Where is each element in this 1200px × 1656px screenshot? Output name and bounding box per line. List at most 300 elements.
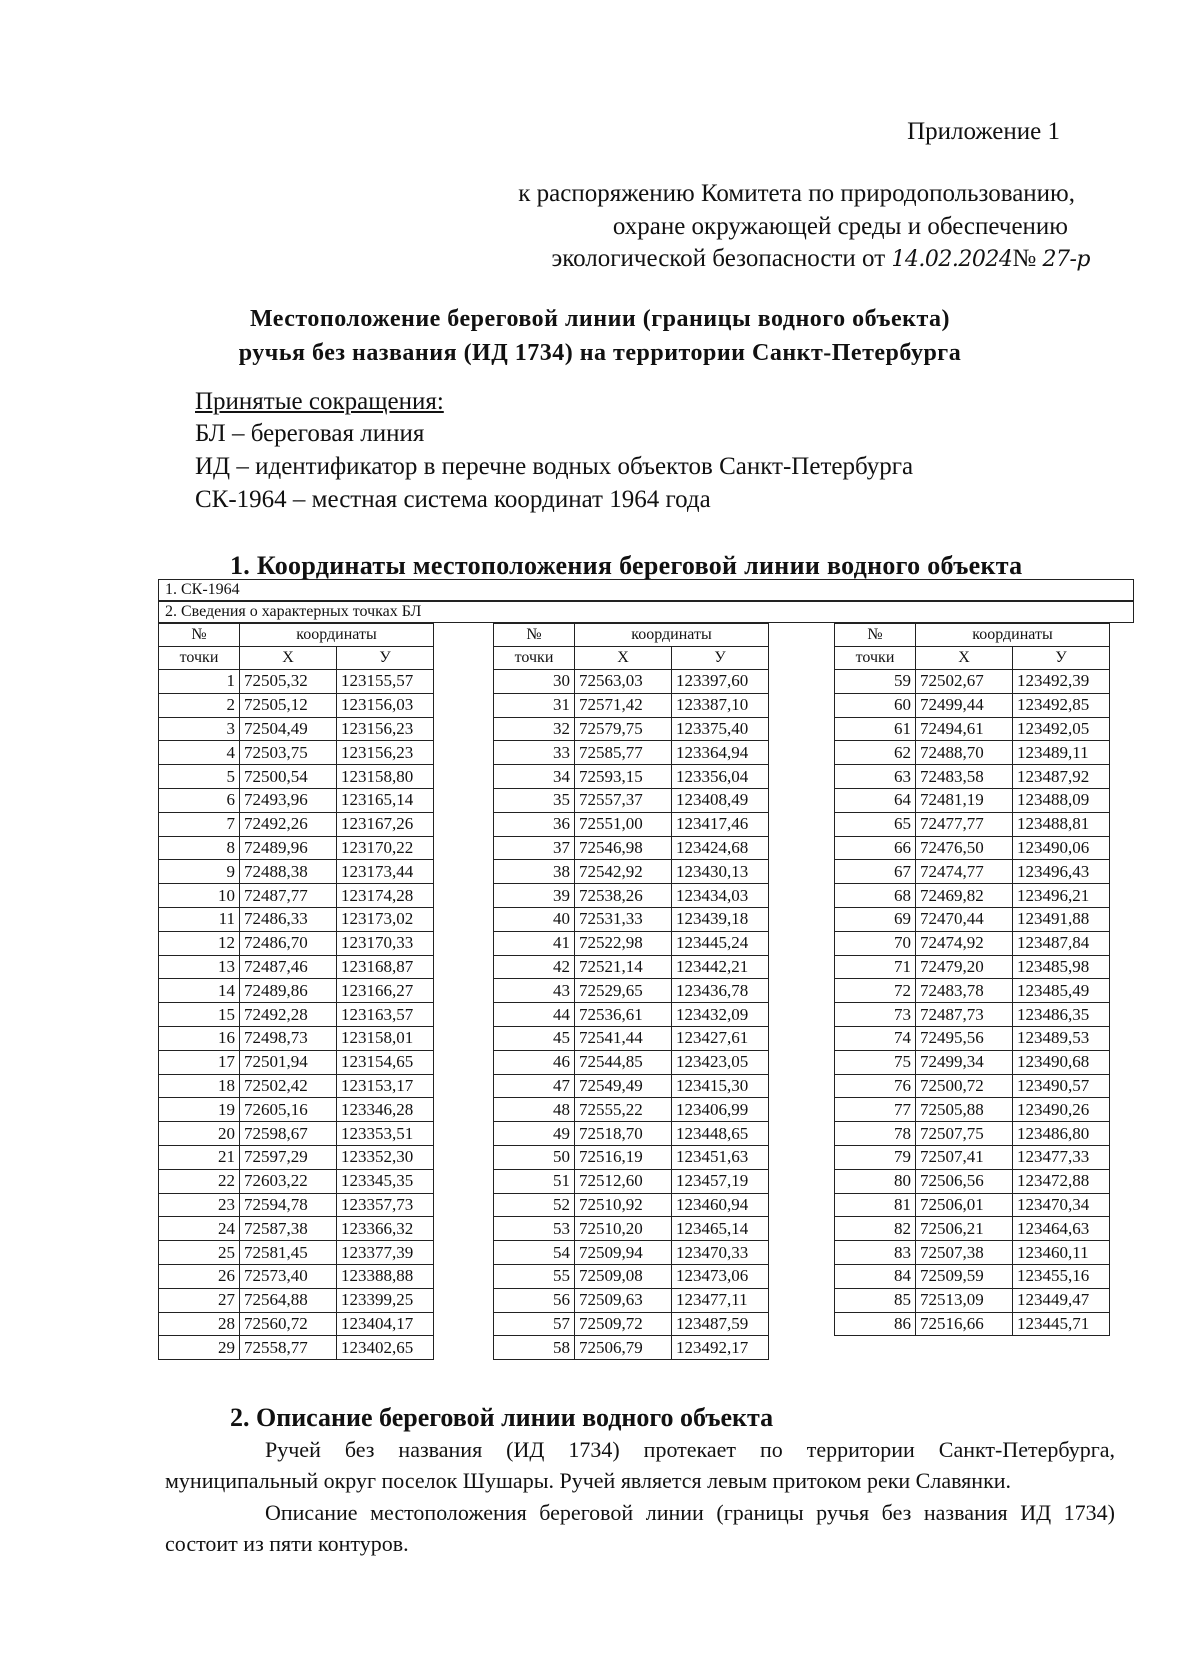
x-coordinate-cell: 72558,77 bbox=[240, 1336, 337, 1360]
point-number-cell: 39 bbox=[494, 884, 575, 908]
x-coordinate-cell: 72489,86 bbox=[240, 979, 337, 1003]
x-coordinate-cell: 72597,29 bbox=[240, 1145, 337, 1169]
y-coordinate-cell: 123154,65 bbox=[337, 1050, 434, 1074]
y-coordinate-cell: 123439,18 bbox=[672, 907, 769, 931]
y-coordinate-cell: 123366,32 bbox=[337, 1217, 434, 1241]
x-coordinate-cell: 72538,26 bbox=[575, 884, 672, 908]
point-number-cell: 68 bbox=[835, 884, 916, 908]
x-coordinate-cell: 72512,60 bbox=[575, 1169, 672, 1193]
point-number-cell: 65 bbox=[835, 812, 916, 836]
table-row bbox=[494, 1122, 769, 1146]
point-number-cell: 21 bbox=[159, 1145, 240, 1169]
description-paragraph-1: Ручей без названия (ИД 1734) протекает по территории Санкт-Петербурга, муниципальный округ поселок Шушары. Ручей является левым притоком реки Славянки. bbox=[165, 1437, 1115, 1493]
x-coordinate-cell: 72483,58 bbox=[916, 765, 1013, 789]
table-row bbox=[159, 1145, 434, 1169]
table-row bbox=[159, 765, 434, 789]
table-row bbox=[835, 788, 1110, 812]
point-number-cell: 52 bbox=[494, 1193, 575, 1217]
section-1-title: 1. Координаты местоположения береговой линии водного объекта bbox=[230, 551, 1023, 580]
point-number-cell: 73 bbox=[835, 1003, 916, 1027]
point-number-cell: 30 bbox=[494, 670, 575, 694]
y-coordinate-cell: 123345,35 bbox=[337, 1169, 434, 1193]
point-number-cell: 36 bbox=[494, 812, 575, 836]
column-header-point: точки bbox=[835, 647, 916, 670]
y-coordinate-cell: 123167,26 bbox=[337, 812, 434, 836]
x-coordinate-cell: 72474,77 bbox=[916, 860, 1013, 884]
table-row bbox=[494, 931, 769, 955]
table-row bbox=[835, 1050, 1110, 1074]
y-coordinate-cell: 123173,44 bbox=[337, 860, 434, 884]
y-coordinate-cell: 123387,10 bbox=[672, 693, 769, 717]
point-number-cell: 11 bbox=[159, 907, 240, 931]
point-number-cell: 31 bbox=[494, 693, 575, 717]
y-coordinate-cell: 123451,63 bbox=[672, 1145, 769, 1169]
table-row bbox=[159, 741, 434, 765]
x-coordinate-cell: 72507,38 bbox=[916, 1241, 1013, 1265]
x-coordinate-cell: 72587,38 bbox=[240, 1217, 337, 1241]
handwritten-number: 27-р bbox=[1042, 247, 1090, 272]
y-coordinate-cell: 123170,33 bbox=[337, 931, 434, 955]
table-row bbox=[494, 1288, 769, 1312]
x-coordinate-cell: 72488,70 bbox=[916, 741, 1013, 765]
x-coordinate-cell: 72516,19 bbox=[575, 1145, 672, 1169]
point-number-cell: 77 bbox=[835, 1098, 916, 1122]
x-coordinate-cell: 72509,72 bbox=[575, 1312, 672, 1336]
table-header-row bbox=[835, 647, 1110, 670]
y-coordinate-cell: 123449,47 bbox=[1013, 1288, 1110, 1312]
y-coordinate-cell: 123487,92 bbox=[1013, 765, 1110, 789]
point-number-cell: 80 bbox=[835, 1169, 916, 1193]
y-coordinate-cell: 123174,28 bbox=[337, 884, 434, 908]
column-header-coordinates: координаты bbox=[575, 624, 769, 647]
x-coordinate-cell: 72502,67 bbox=[916, 670, 1013, 694]
table-row bbox=[835, 1074, 1110, 1098]
table-row bbox=[159, 1336, 434, 1360]
x-coordinate-cell: 72585,77 bbox=[575, 741, 672, 765]
table-row bbox=[159, 1241, 434, 1265]
coordinates-table-2 bbox=[493, 623, 769, 1360]
table-row bbox=[159, 1217, 434, 1241]
point-number-cell: 57 bbox=[494, 1312, 575, 1336]
x-coordinate-cell: 72542,92 bbox=[575, 860, 672, 884]
x-coordinate-cell: 72487,77 bbox=[240, 884, 337, 908]
x-coordinate-cell: 72504,49 bbox=[240, 717, 337, 741]
x-coordinate-cell: 72605,16 bbox=[240, 1098, 337, 1122]
table-row bbox=[159, 717, 434, 741]
x-coordinate-cell: 72507,41 bbox=[916, 1145, 1013, 1169]
x-coordinate-cell: 72551,00 bbox=[575, 812, 672, 836]
x-coordinate-cell: 72505,32 bbox=[240, 670, 337, 694]
order-line-2: охране окружающей среды и обеспечению bbox=[612, 213, 1068, 240]
point-number-cell: 56 bbox=[494, 1288, 575, 1312]
point-number-cell: 16 bbox=[159, 1026, 240, 1050]
y-coordinate-cell: 123445,71 bbox=[1013, 1312, 1110, 1336]
y-coordinate-cell: 123165,14 bbox=[337, 788, 434, 812]
y-coordinate-cell: 123470,34 bbox=[1013, 1193, 1110, 1217]
point-number-cell: 58 bbox=[494, 1336, 575, 1360]
x-coordinate-cell: 72546,98 bbox=[575, 836, 672, 860]
y-coordinate-cell: 123352,30 bbox=[337, 1145, 434, 1169]
point-number-cell: 24 bbox=[159, 1217, 240, 1241]
table-row bbox=[494, 1050, 769, 1074]
column-header-x: X bbox=[916, 647, 1013, 670]
point-number-cell: 29 bbox=[159, 1336, 240, 1360]
y-coordinate-cell: 123490,26 bbox=[1013, 1098, 1110, 1122]
table-row bbox=[159, 1003, 434, 1027]
table-row bbox=[835, 907, 1110, 931]
table-header-row bbox=[159, 647, 434, 670]
point-number-cell: 37 bbox=[494, 836, 575, 860]
table-row bbox=[159, 1074, 434, 1098]
y-coordinate-cell: 123457,19 bbox=[672, 1169, 769, 1193]
y-coordinate-cell: 123489,11 bbox=[1013, 741, 1110, 765]
table-row bbox=[835, 931, 1110, 955]
point-number-cell: 32 bbox=[494, 717, 575, 741]
column-header-coordinates: координаты bbox=[916, 624, 1110, 647]
y-coordinate-cell: 123492,39 bbox=[1013, 670, 1110, 694]
x-coordinate-cell: 72476,50 bbox=[916, 836, 1013, 860]
point-number-cell: 42 bbox=[494, 955, 575, 979]
y-coordinate-cell: 123353,51 bbox=[337, 1122, 434, 1146]
point-number-cell: 61 bbox=[835, 717, 916, 741]
table-row bbox=[494, 1169, 769, 1193]
x-coordinate-cell: 72506,21 bbox=[916, 1217, 1013, 1241]
y-coordinate-cell: 123402,65 bbox=[337, 1336, 434, 1360]
point-number-cell: 75 bbox=[835, 1050, 916, 1074]
y-coordinate-cell: 123423,05 bbox=[672, 1050, 769, 1074]
point-number-cell: 83 bbox=[835, 1241, 916, 1265]
y-coordinate-cell: 123397,60 bbox=[672, 670, 769, 694]
point-number-cell: 35 bbox=[494, 788, 575, 812]
table-row bbox=[835, 955, 1110, 979]
table-row bbox=[835, 670, 1110, 694]
point-number-cell: 12 bbox=[159, 931, 240, 955]
y-coordinate-cell: 123156,03 bbox=[337, 693, 434, 717]
section-2-title: 2. Описание береговой линии водного объекта bbox=[230, 1403, 774, 1432]
number-sign: № bbox=[1012, 245, 1037, 272]
y-coordinate-cell: 123404,17 bbox=[337, 1312, 434, 1336]
y-coordinate-cell: 123163,57 bbox=[337, 1003, 434, 1027]
point-number-cell: 48 bbox=[494, 1098, 575, 1122]
point-number-cell: 81 bbox=[835, 1193, 916, 1217]
table-row bbox=[835, 1169, 1110, 1193]
point-number-cell: 14 bbox=[159, 979, 240, 1003]
x-coordinate-cell: 72492,26 bbox=[240, 812, 337, 836]
point-number-cell: 46 bbox=[494, 1050, 575, 1074]
table-row bbox=[835, 860, 1110, 884]
x-coordinate-cell: 72470,44 bbox=[916, 907, 1013, 931]
point-number-cell: 3 bbox=[159, 717, 240, 741]
y-coordinate-cell: 123170,22 bbox=[337, 836, 434, 860]
y-coordinate-cell: 123153,17 bbox=[337, 1074, 434, 1098]
x-coordinate-cell: 72477,77 bbox=[916, 812, 1013, 836]
table-row bbox=[835, 693, 1110, 717]
y-coordinate-cell: 123492,05 bbox=[1013, 717, 1110, 741]
x-coordinate-cell: 72522,98 bbox=[575, 931, 672, 955]
y-coordinate-cell: 123377,39 bbox=[337, 1241, 434, 1265]
y-coordinate-cell: 123375,40 bbox=[672, 717, 769, 741]
point-number-cell: 5 bbox=[159, 765, 240, 789]
point-number-cell: 18 bbox=[159, 1074, 240, 1098]
y-coordinate-cell: 123432,09 bbox=[672, 1003, 769, 1027]
y-coordinate-cell: 123406,99 bbox=[672, 1098, 769, 1122]
table-row bbox=[159, 1264, 434, 1288]
table-row bbox=[835, 717, 1110, 741]
point-number-cell: 62 bbox=[835, 741, 916, 765]
point-number-cell: 9 bbox=[159, 860, 240, 884]
x-coordinate-cell: 72502,42 bbox=[240, 1074, 337, 1098]
x-coordinate-cell: 72469,82 bbox=[916, 884, 1013, 908]
y-coordinate-cell: 123156,23 bbox=[337, 717, 434, 741]
table-row bbox=[159, 1288, 434, 1312]
abbreviation-item: ИД – идентификатор в перечне водных объектов Санкт-Петербурга bbox=[195, 453, 914, 480]
table-row bbox=[494, 1003, 769, 1027]
table-row bbox=[159, 1169, 434, 1193]
x-coordinate-cell: 72486,70 bbox=[240, 931, 337, 955]
handwritten-date: 14.02.2024 bbox=[891, 247, 1013, 272]
y-coordinate-cell: 123496,43 bbox=[1013, 860, 1110, 884]
table-row bbox=[159, 979, 434, 1003]
x-coordinate-cell: 72581,45 bbox=[240, 1241, 337, 1265]
point-number-cell: 7 bbox=[159, 812, 240, 836]
table-row bbox=[159, 812, 434, 836]
y-coordinate-cell: 123168,87 bbox=[337, 955, 434, 979]
table-row bbox=[494, 1336, 769, 1360]
point-number-cell: 43 bbox=[494, 979, 575, 1003]
table-row bbox=[835, 1122, 1110, 1146]
point-number-cell: 40 bbox=[494, 907, 575, 931]
table-row bbox=[835, 741, 1110, 765]
table-row bbox=[835, 1026, 1110, 1050]
table-row bbox=[835, 979, 1110, 1003]
point-number-cell: 17 bbox=[159, 1050, 240, 1074]
table-row bbox=[835, 1098, 1110, 1122]
x-coordinate-cell: 72544,85 bbox=[575, 1050, 672, 1074]
point-number-cell: 79 bbox=[835, 1145, 916, 1169]
x-coordinate-cell: 72536,61 bbox=[575, 1003, 672, 1027]
y-coordinate-cell: 123388,88 bbox=[337, 1264, 434, 1288]
point-number-cell: 51 bbox=[494, 1169, 575, 1193]
table-row bbox=[159, 1098, 434, 1122]
table-row bbox=[494, 693, 769, 717]
point-number-cell: 23 bbox=[159, 1193, 240, 1217]
x-coordinate-cell: 72521,14 bbox=[575, 955, 672, 979]
x-coordinate-cell: 72493,96 bbox=[240, 788, 337, 812]
point-number-cell: 54 bbox=[494, 1241, 575, 1265]
coordinates-table-3 bbox=[834, 623, 1110, 1336]
y-coordinate-cell: 123424,68 bbox=[672, 836, 769, 860]
y-coordinate-cell: 123155,57 bbox=[337, 670, 434, 694]
y-coordinate-cell: 123408,49 bbox=[672, 788, 769, 812]
x-coordinate-cell: 72598,67 bbox=[240, 1122, 337, 1146]
order-line-3-text: экологической безопасности от bbox=[551, 245, 886, 272]
abbreviation-item: БЛ – береговая линия bbox=[195, 420, 425, 447]
x-coordinate-cell: 72498,73 bbox=[240, 1026, 337, 1050]
point-number-cell: 22 bbox=[159, 1169, 240, 1193]
column-header-point: точки bbox=[159, 647, 240, 670]
x-coordinate-cell: 72513,09 bbox=[916, 1288, 1013, 1312]
y-coordinate-cell: 123488,09 bbox=[1013, 788, 1110, 812]
table-row bbox=[494, 979, 769, 1003]
table-header-row bbox=[494, 647, 769, 670]
table-row bbox=[159, 1026, 434, 1050]
y-coordinate-cell: 123487,59 bbox=[672, 1312, 769, 1336]
point-number-cell: 15 bbox=[159, 1003, 240, 1027]
x-coordinate-cell: 72579,75 bbox=[575, 717, 672, 741]
table-row bbox=[494, 1074, 769, 1098]
x-coordinate-cell: 72489,96 bbox=[240, 836, 337, 860]
table-row bbox=[159, 836, 434, 860]
document-title-line-1: Местоположение береговой линии (границы водного объекта) bbox=[249, 306, 951, 332]
x-coordinate-cell: 72603,22 bbox=[240, 1169, 337, 1193]
table-row bbox=[159, 860, 434, 884]
point-number-cell: 10 bbox=[159, 884, 240, 908]
point-number-cell: 59 bbox=[835, 670, 916, 694]
x-coordinate-cell: 72518,70 bbox=[575, 1122, 672, 1146]
x-coordinate-cell: 72499,34 bbox=[916, 1050, 1013, 1074]
y-coordinate-cell: 123158,80 bbox=[337, 765, 434, 789]
x-coordinate-cell: 72509,63 bbox=[575, 1288, 672, 1312]
point-number-cell: 8 bbox=[159, 836, 240, 860]
point-number-cell: 55 bbox=[494, 1264, 575, 1288]
x-coordinate-cell: 72495,56 bbox=[916, 1026, 1013, 1050]
table-row bbox=[159, 670, 434, 694]
y-coordinate-cell: 123487,84 bbox=[1013, 931, 1110, 955]
column-header-no: № bbox=[494, 624, 575, 647]
x-coordinate-cell: 72531,33 bbox=[575, 907, 672, 931]
table-row bbox=[494, 884, 769, 908]
x-coordinate-cell: 72486,33 bbox=[240, 907, 337, 931]
x-coordinate-cell: 72481,19 bbox=[916, 788, 1013, 812]
y-coordinate-cell: 123158,01 bbox=[337, 1026, 434, 1050]
x-coordinate-cell: 72555,22 bbox=[575, 1098, 672, 1122]
coordinates-table-1 bbox=[158, 623, 434, 1360]
y-coordinate-cell: 123472,88 bbox=[1013, 1169, 1110, 1193]
point-number-cell: 76 bbox=[835, 1074, 916, 1098]
column-header-y: У bbox=[1013, 647, 1110, 670]
point-number-cell: 84 bbox=[835, 1264, 916, 1288]
y-coordinate-cell: 123486,80 bbox=[1013, 1122, 1110, 1146]
y-coordinate-cell: 123460,11 bbox=[1013, 1241, 1110, 1265]
y-coordinate-cell: 123488,81 bbox=[1013, 812, 1110, 836]
x-coordinate-cell: 72479,20 bbox=[916, 955, 1013, 979]
point-number-cell: 85 bbox=[835, 1288, 916, 1312]
table-row bbox=[159, 955, 434, 979]
x-coordinate-cell: 72505,88 bbox=[916, 1098, 1013, 1122]
x-coordinate-cell: 72564,88 bbox=[240, 1288, 337, 1312]
column-header-no: № bbox=[835, 624, 916, 647]
table-row bbox=[835, 1217, 1110, 1241]
point-number-cell: 4 bbox=[159, 741, 240, 765]
x-coordinate-cell: 72501,94 bbox=[240, 1050, 337, 1074]
x-coordinate-cell: 72571,42 bbox=[575, 693, 672, 717]
point-number-cell: 70 bbox=[835, 931, 916, 955]
table-row bbox=[494, 1241, 769, 1265]
table-row bbox=[494, 1098, 769, 1122]
column-header-y: У bbox=[672, 647, 769, 670]
column-header-coordinates: координаты bbox=[240, 624, 434, 647]
x-coordinate-cell: 72560,72 bbox=[240, 1312, 337, 1336]
table-row bbox=[835, 1288, 1110, 1312]
order-line-1: к распоряжению Комитета по природопользованию, bbox=[518, 180, 1075, 207]
y-coordinate-cell: 123430,13 bbox=[672, 860, 769, 884]
point-number-cell: 67 bbox=[835, 860, 916, 884]
point-number-cell: 26 bbox=[159, 1264, 240, 1288]
point-number-cell: 86 bbox=[835, 1312, 916, 1336]
x-coordinate-cell: 72506,01 bbox=[916, 1193, 1013, 1217]
point-number-cell: 20 bbox=[159, 1122, 240, 1146]
table-row bbox=[159, 1193, 434, 1217]
table-row bbox=[494, 860, 769, 884]
table-row bbox=[159, 1050, 434, 1074]
table-row bbox=[494, 1312, 769, 1336]
y-coordinate-cell: 123464,63 bbox=[1013, 1217, 1110, 1241]
order-line-3 bbox=[552, 245, 1090, 273]
x-coordinate-cell: 72474,92 bbox=[916, 931, 1013, 955]
x-coordinate-cell: 72499,44 bbox=[916, 693, 1013, 717]
y-coordinate-cell: 123156,23 bbox=[337, 741, 434, 765]
table-row bbox=[494, 1193, 769, 1217]
y-coordinate-cell: 123448,65 bbox=[672, 1122, 769, 1146]
y-coordinate-cell: 123399,25 bbox=[337, 1288, 434, 1312]
column-header-x: X bbox=[575, 647, 672, 670]
point-number-cell: 71 bbox=[835, 955, 916, 979]
y-coordinate-cell: 123357,73 bbox=[337, 1193, 434, 1217]
x-coordinate-cell: 72510,20 bbox=[575, 1217, 672, 1241]
table-row bbox=[835, 884, 1110, 908]
y-coordinate-cell: 123485,98 bbox=[1013, 955, 1110, 979]
point-number-cell: 45 bbox=[494, 1026, 575, 1050]
point-number-cell: 41 bbox=[494, 931, 575, 955]
y-coordinate-cell: 123491,88 bbox=[1013, 907, 1110, 931]
column-header-x: X bbox=[240, 647, 337, 670]
table-row bbox=[494, 1145, 769, 1169]
y-coordinate-cell: 123364,94 bbox=[672, 741, 769, 765]
table-row bbox=[159, 931, 434, 955]
x-coordinate-cell: 72487,46 bbox=[240, 955, 337, 979]
appendix-label: Приложение 1 bbox=[907, 118, 1060, 145]
point-number-cell: 38 bbox=[494, 860, 575, 884]
table-header-row bbox=[835, 624, 1110, 647]
table-row bbox=[159, 884, 434, 908]
y-coordinate-cell: 123434,03 bbox=[672, 884, 769, 908]
point-number-cell: 64 bbox=[835, 788, 916, 812]
y-coordinate-cell: 123442,21 bbox=[672, 955, 769, 979]
point-number-cell: 27 bbox=[159, 1288, 240, 1312]
column-header-no: № bbox=[159, 624, 240, 647]
x-coordinate-cell: 72488,38 bbox=[240, 860, 337, 884]
y-coordinate-cell: 123492,17 bbox=[672, 1336, 769, 1360]
y-coordinate-cell: 123445,24 bbox=[672, 931, 769, 955]
x-coordinate-cell: 72509,59 bbox=[916, 1264, 1013, 1288]
point-number-cell: 28 bbox=[159, 1312, 240, 1336]
table-row bbox=[494, 812, 769, 836]
y-coordinate-cell: 123427,61 bbox=[672, 1026, 769, 1050]
point-number-cell: 82 bbox=[835, 1217, 916, 1241]
table-row bbox=[494, 1026, 769, 1050]
y-coordinate-cell: 123346,28 bbox=[337, 1098, 434, 1122]
y-coordinate-cell: 123486,35 bbox=[1013, 1003, 1110, 1027]
x-coordinate-cell: 72507,75 bbox=[916, 1122, 1013, 1146]
y-coordinate-cell: 123460,94 bbox=[672, 1193, 769, 1217]
points-info-row: 2. Сведения о характерных точках БЛ bbox=[158, 601, 1134, 623]
point-number-cell: 60 bbox=[835, 693, 916, 717]
table-row bbox=[835, 1264, 1110, 1288]
table-row bbox=[159, 1122, 434, 1146]
table-row bbox=[494, 955, 769, 979]
x-coordinate-cell: 72510,92 bbox=[575, 1193, 672, 1217]
coordinate-system-row: 1. СК-1964 bbox=[158, 579, 1134, 601]
